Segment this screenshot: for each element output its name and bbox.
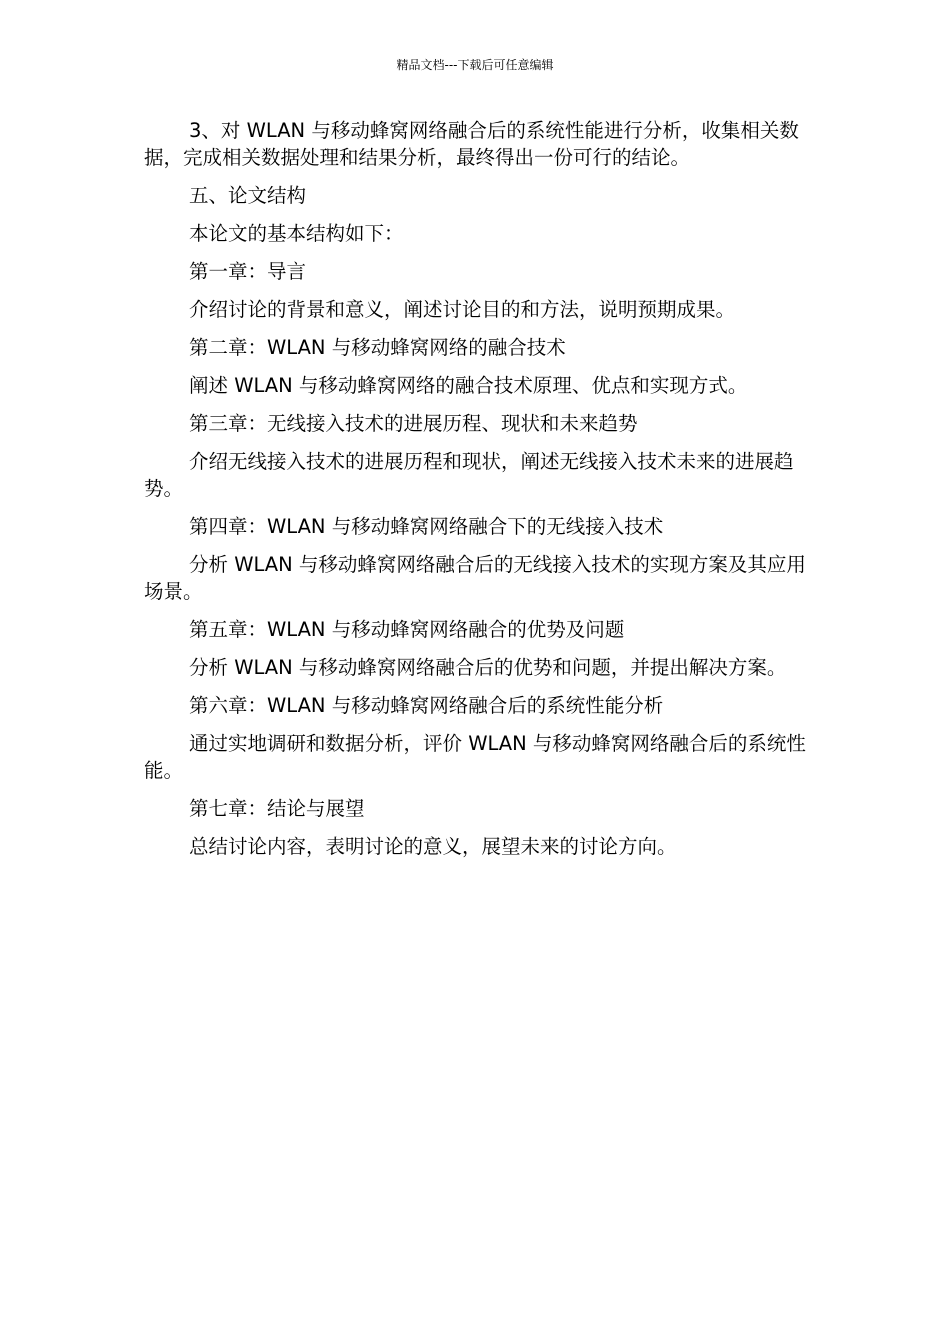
chapter-6-description: 通过实地调研和数据分析，评价 WLAN 与移动蜂窝网络融合后的系统性能。 [144,732,806,782]
paragraph-structure-intro: 本论文的基本结构如下： [189,222,404,245]
chapter-6-title: 第六章：WLAN 与移动蜂窝网络融合后的系统性能分析 [189,694,664,717]
chapter-4-title: 第四章：WLAN 与移动蜂窝网络融合下的无线接入技术 [189,515,664,538]
chapter-1-description: 介绍讨论的背景和意义，阐述讨论目的和方法，说明预期成果。 [189,298,736,321]
chapter-3-description: 介绍无线接入技术的进展历程和现状，阐述无线接入技术未来的进展趋势。 [144,450,794,500]
chapter-2-description: 阐述 WLAN 与移动蜂窝网络的融合技术原理、优点和实现方式。 [189,374,748,397]
document-body [144,117,806,871]
chapter-7-title: 第七章：结论与展望 [189,797,365,820]
paragraph-conclusion-task: 3、对 WLAN 与移动蜂窝网络融合后的系统性能进行分析，收集相关数据，完成相关数据处理和结果分析，最终得出一份可行的结论。 [144,119,799,169]
chapter-2-title: 第二章：WLAN 与移动蜂窝网络的融合技术 [189,336,566,359]
chapter-5-title: 第五章：WLAN 与移动蜂窝网络融合的优势及问题 [189,618,625,641]
chapter-1-title: 第一章：导言 [189,260,307,283]
chapter-5-description: 分析 WLAN 与移动蜂窝网络融合后的优势和问题，并提出解决方案。 [189,656,787,679]
chapter-4-description: 分析 WLAN 与移动蜂窝网络融合后的无线接入技术的实现方案及其应用场景。 [144,553,806,603]
page-header: 精品文档---下载后可任意编辑 [396,58,554,72]
section-heading-thesis-structure: 五、论文结构 [189,184,307,207]
chapter-7-description: 总结讨论内容，表明讨论的意义，展望未来的讨论方向。 [189,835,677,858]
chapter-3-title: 第三章：无线接入技术的进展历程、现状和未来趋势 [189,412,638,435]
